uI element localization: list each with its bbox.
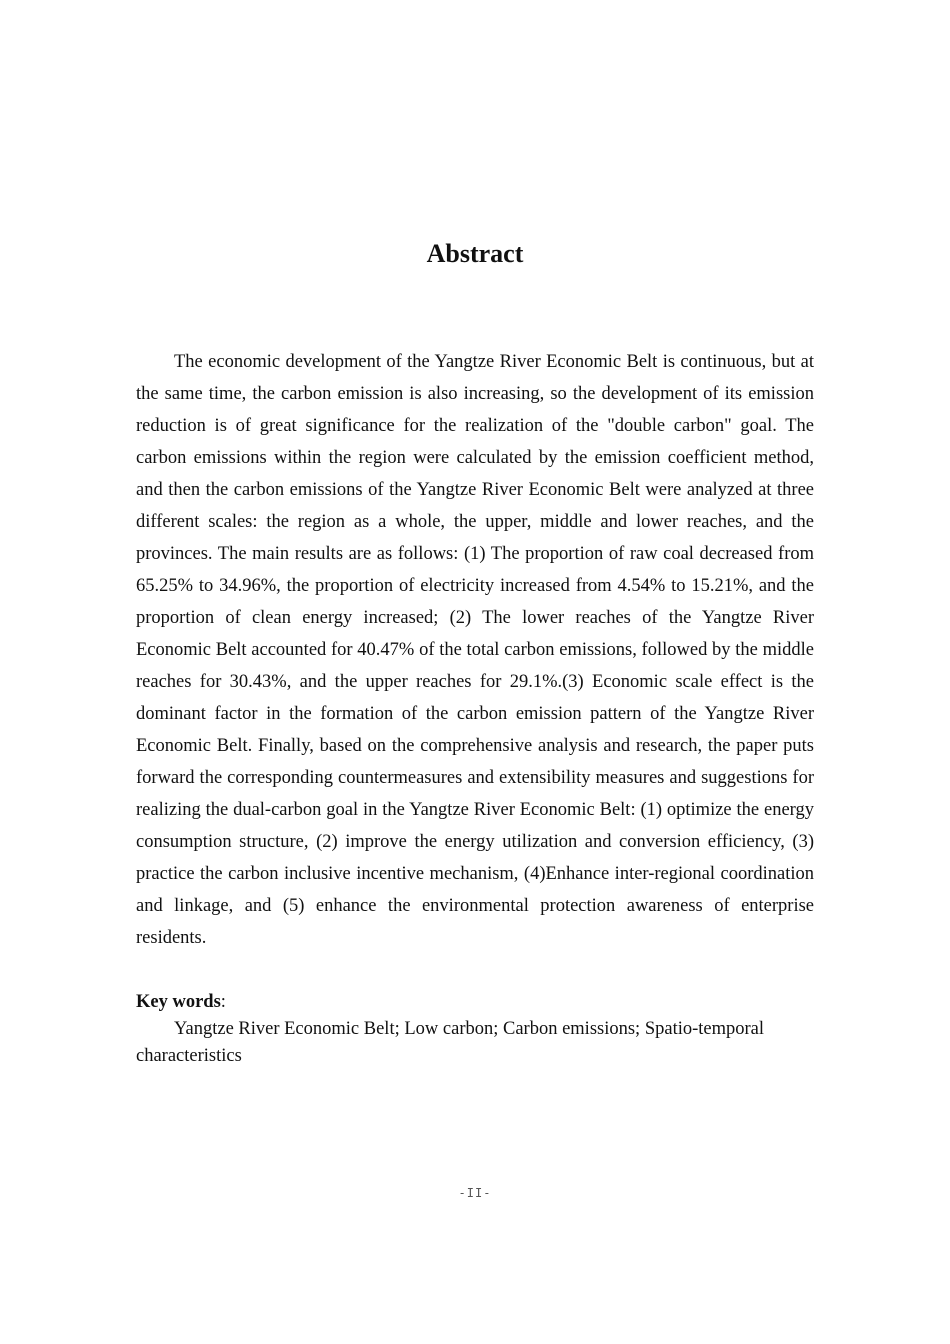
abstract-title: Abstract [426,239,524,268]
keywords-list: Yangtze River Economic Belt; Low carbon; Carbon emissions; Spatio-temporal characteristics [136,1019,765,1066]
keywords-heading [136,988,814,1016]
abstract-body: The economic development of the Yangtze River Economic Belt is continuous, but at the same time, the carbon emission is also increasing, so the development of its emission reduction is of great significance for the realization of the "double carbon" goal. The carbon emissions within the region were calculated by the emission coefficient method, and then the carbon emissions of the Yangtze River Economic Belt were analyzed at three different scales: the region as a whole, the upper, middle and lower reaches, and the provinces. The main results are as follows: (1) The proportion of raw coal decreased from 65.25% to 34.96%, the proportion of electricity increased from 4.54% to 15.21%, and the proportion of clean energy increased; (2) The lower reaches of the Yangtze River Economic Belt accounted for 40.47% of the total carbon emissions, followed by the middle reaches for 30.43%, and the upper reaches for 29.1%.(3) Economic scale effect is the dominant factor in the formation of the carbon emission pattern of the Yangtze River Economic Belt. Finally, based on the comprehensive analysis and research, the paper puts forward the corresponding countermeasures and extensibility measures and suggestions for realizing the dual-carbon goal in the Yangtze River Economic Belt: (1) optimize the energy consumption structure, (2) improve the energy utilization and conversion efficiency, (3) practice the carbon inclusive incentive mechanism, (4)Enhance inter-regional coordination and linkage, and (5) enhance the environmental protection awareness of enterprise residents. [136,352,814,948]
page-number: -II- [458,1186,492,1200]
keywords-colon: : [220,992,226,1012]
keywords-label: Key words [136,992,221,1012]
